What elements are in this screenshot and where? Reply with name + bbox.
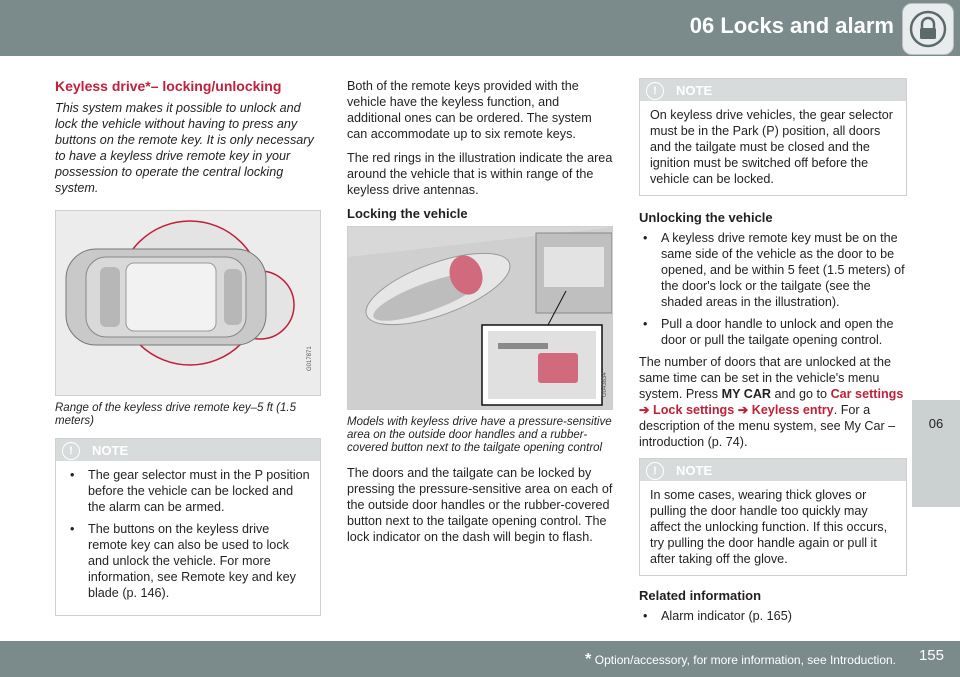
note-label: NOTE — [676, 83, 713, 98]
note-text: In some cases, wearing thick gloves or pulling the door handle too quickly may affect the unlocking function. If this occurs, try pulling the door handle again or pull it after taking off the glove. — [650, 488, 888, 566]
unlock-steps-list — [639, 230, 907, 348]
door-handle-figure — [347, 226, 613, 410]
subheading: Locking the vehicle — [347, 206, 468, 221]
menu-outro: For a description of the menu system, see My Car – introduction (p. 74). — [639, 403, 896, 449]
note-header — [640, 79, 906, 101]
svg-text:G017871: G017871 — [307, 346, 313, 371]
svg-text:G043834: G043834 — [602, 372, 608, 397]
related-list — [639, 608, 907, 624]
menu-paragraph: The number of doors that are unlocked at the same time can be set in the vehicle's menu system. Press MY CAR and go to Car settings ➔ Lock settings ➔ Keyless entry. For a description of the menu system, see My Car – introduction (p. 74). — [639, 355, 904, 449]
menu-intro: The number of doors that are unlocked at the same time can be set in the vehicle's menu system. Press — [639, 355, 892, 401]
column-2 — [347, 78, 613, 553]
footer-note — [585, 651, 896, 669]
note-header — [640, 459, 906, 481]
subheading: Unlocking the vehicle — [639, 210, 773, 225]
footer-note-text: Option/accessory, for more information, see Introduction. — [594, 653, 896, 667]
page-number: 155 — [918, 647, 944, 664]
and-go-to: and go to — [774, 387, 828, 401]
note-text: On keyless drive vehicles, the gear selector must be in the Park (P) position, all doors and the tailgate must be closed and the ignition must be switched off before the vehicle can be locked. — [650, 108, 893, 186]
column-3 — [639, 78, 907, 630]
column-1 — [55, 78, 321, 626]
related-heading: Related information — [639, 588, 762, 603]
info-icon: ! — [62, 442, 80, 460]
note-box — [55, 438, 321, 616]
list-item: • A keyless drive remote key must be on the same side of the vehicle as the door to be opened, and be within 5 feet (1.5 meters) of the door's lock or the tailgate (see the shaded areas in the illustration). — [639, 230, 907, 310]
keyless-range-figure — [55, 210, 321, 396]
footer-asterisk: * — [585, 651, 592, 668]
paragraph: The red rings in the illustration indicate the area around the vehicle that is within range of the keyless drive antennas. — [347, 151, 613, 197]
note-box — [639, 78, 907, 196]
note-box — [639, 458, 907, 576]
paragraph: Both of the remote keys provided with the vehicle have the keyless function, and additional ones can be ordered. The system can accommodate up to six remote keys. — [347, 79, 592, 141]
info-icon: ! — [646, 82, 664, 100]
section-title: Keyless drive*– locking/unlocking — [55, 78, 282, 94]
door-handle-illustration — [348, 227, 613, 409]
my-car-label: MY CAR — [721, 387, 772, 401]
chapter-title: 06 Locks and alarm — [689, 13, 894, 38]
figure-caption: Models with keyless drive have a pressure-sensitive area on the outside door handles and a rubber-covered button next to the tailgate opening control — [347, 416, 612, 454]
info-icon: ! — [646, 462, 664, 480]
chapter-number: 06 — [928, 416, 944, 431]
page-footer — [0, 641, 960, 677]
paragraph: The doors and the tailgate can be locked by pressing the pressure-sensitive area on each of the outside door handles or the rubber-covered button next to the tailgate opening control. The lock indicator on the dash will begin to flash. — [347, 466, 613, 544]
related-link[interactable]: • Alarm indicator (p. 165) — [639, 608, 907, 624]
intro-text: This system makes it possible to unlock and lock the vehicle without having to press any buttons on the remote key. It is only necessary to have a keyless drive remote key in your possession to operate the central locking system. — [55, 101, 314, 195]
note-item: • The buttons on the keyless drive remote key can also be used to lock and unlock the vehicle. For more information, see Remote key and key blade (p. 146). — [66, 521, 310, 601]
note-list — [66, 467, 310, 601]
page-header — [0, 0, 960, 56]
lock-icon — [902, 3, 954, 55]
car-range-illustration — [56, 211, 321, 395]
note-header — [56, 439, 320, 461]
note-label: NOTE — [92, 443, 129, 458]
figure-caption: Range of the keyless drive remote key–5 ft (1.5 meters) — [55, 402, 296, 427]
menu-path: Car settings ➔ Lock settings ➔ Keyless entry — [639, 387, 904, 417]
list-item: • Pull a door handle to unlock and open the door or pull the tailgate opening control. — [639, 316, 907, 348]
note-item: • The gear selector must in the P position before the vehicle can be locked and the alarm can be armed. — [66, 467, 310, 515]
chapter-side-tab — [912, 400, 960, 507]
note-label: NOTE — [676, 463, 713, 478]
